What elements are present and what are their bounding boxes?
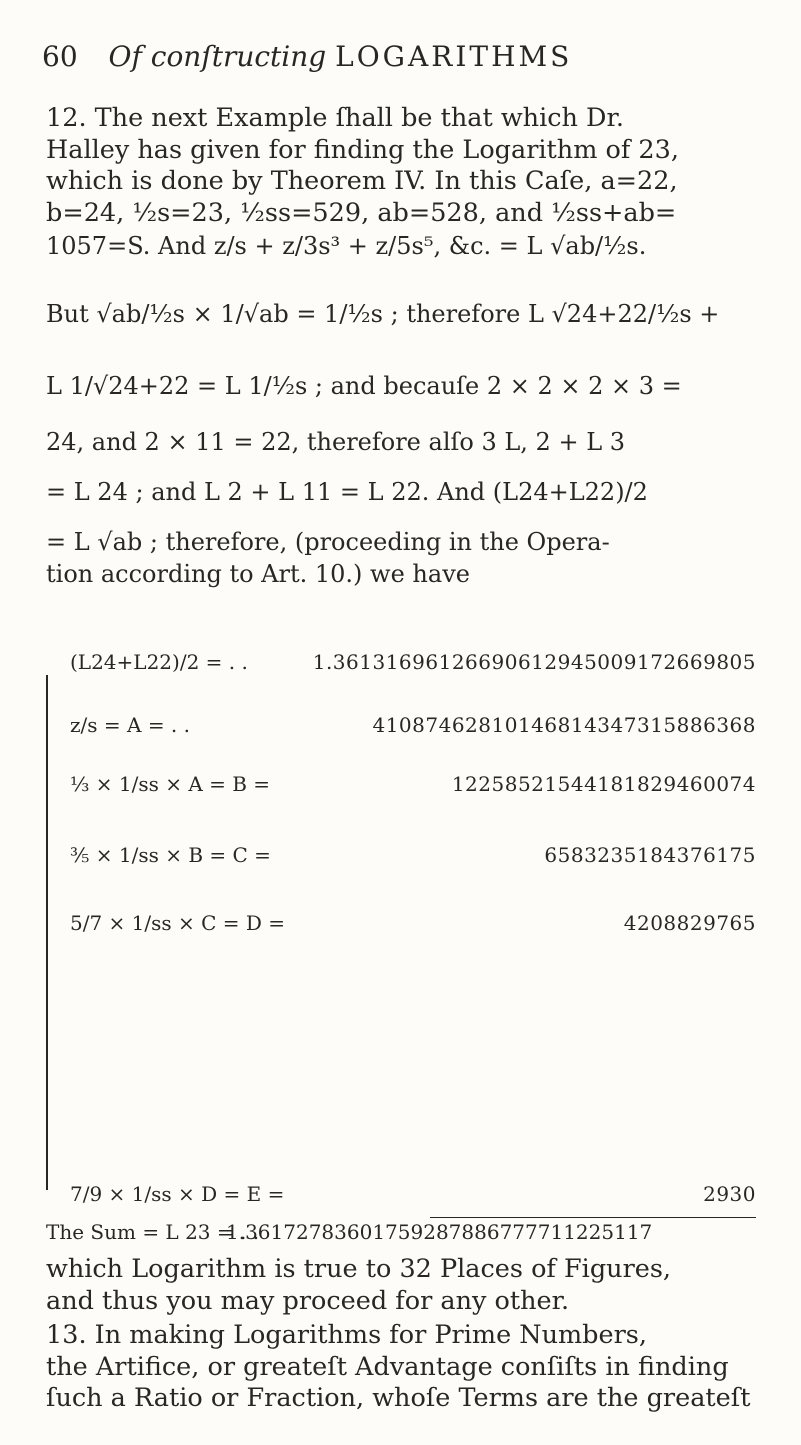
text-line: which is done by Theorem IV. In this Caſe, a=22, — [46, 166, 678, 196]
text-line: the Artifice, or greateſt Advantage conſiſts in finding — [46, 1351, 729, 1382]
row-label: z/s = A = . . — [70, 713, 190, 737]
text-line: b=24, ½s=23, ½ss=529, ab=528, and ½ss+ab= — [46, 197, 677, 228]
formula-line: But √ab/½s × 1/√ab = 1/½s ; therefore L √24+22/½s + — [46, 300, 720, 328]
row-value: 4208829765 — [623, 911, 756, 935]
formula-line: L 1/√24+22 = L 1/½s ; and becauſe 2 × 2 × 2 × 3 = — [46, 372, 682, 400]
row-value: 12258521544181829460074 — [451, 772, 756, 796]
text-line: 12. The next Example ſhall be that which Dr. — [46, 103, 624, 133]
row-value: 1.36131696126690612945009172669805 — [312, 650, 756, 674]
paragraph-after-table — [46, 1254, 758, 1317]
text-line: Halley has given for finding the Logarithm of 23, — [46, 134, 679, 165]
page-number: 60 — [42, 40, 78, 73]
row-label: ⅗ × 1/ss × B = C = — [70, 843, 271, 867]
text-line: and thus you may proceed for any other. — [46, 1285, 570, 1316]
row-label: ⅓ × 1/ss × A = B = — [70, 772, 271, 796]
table-row — [70, 650, 756, 684]
formula-line: = L √ab ; therefore, (proceeding in the Opera- — [46, 528, 610, 556]
formula-line: 24, and 2 × 11 = 22, therefore alſo 3 L, 2 + L 3 — [46, 428, 626, 456]
sum-line — [46, 1220, 653, 1244]
formula-line: 1057=S. And z/s + z/3s³ + z/5s⁵, &c. = L √ab/½s. — [46, 232, 647, 260]
table-row — [70, 843, 756, 877]
row-label: 7/9 × 1/ss × D = E = — [70, 1182, 285, 1206]
running-title-italic: Of conſtructing — [108, 40, 327, 73]
page-header — [42, 40, 572, 73]
table-row — [70, 772, 756, 806]
table-row — [70, 911, 756, 945]
sum-value: 1.36172783601759287886777711225117 — [226, 1220, 653, 1244]
sum-label: The Sum = L 23 = . . — [46, 1220, 260, 1244]
row-value: 41087462810146814347315886368 — [372, 713, 756, 737]
table-row — [70, 713, 756, 747]
sum-rule — [430, 1217, 756, 1218]
formula-line: = L 24 ; and L 2 + L 11 = L 22. And (L24+L22)/2 — [46, 478, 648, 506]
running-title-caps: LOGARITHMS — [335, 40, 573, 73]
text-line: ſuch a Ratio or Fraction, whoſe Terms are the greateſt — [46, 1383, 751, 1413]
row-value: 2930 — [703, 1182, 756, 1206]
text-line: which Logarithm is true to 32 Places of Figures, — [46, 1254, 672, 1284]
text-line: 13. In making Logarithms for Prime Numbers, — [46, 1320, 647, 1350]
paragraph-13-text — [46, 1320, 758, 1415]
paragraph-12 — [46, 103, 758, 229]
row-label: (L24+L22)/2 = . . — [70, 650, 248, 674]
formula-line: tion according to Art. 10.) we have — [46, 560, 470, 588]
table-row — [70, 1182, 756, 1216]
row-label: 5/7 × 1/ss × C = D = — [70, 911, 286, 935]
table-brace — [46, 675, 58, 1190]
row-value: 6583235184376175 — [544, 843, 756, 867]
